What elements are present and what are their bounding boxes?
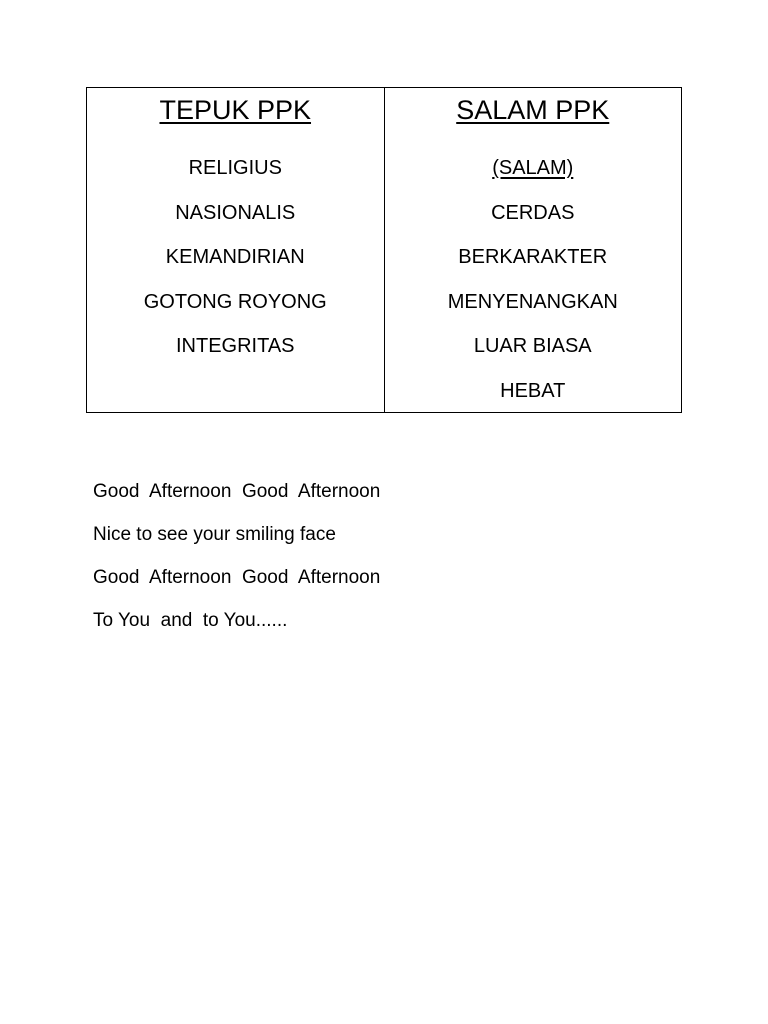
salam-ppk-title: SALAM PPK xyxy=(456,95,610,125)
song-line: Nice to see your smiling face xyxy=(93,524,336,545)
tepuk-item: KEMANDIRIAN xyxy=(165,246,305,268)
song-line: Good Afternoon Good Afternoon xyxy=(93,567,381,588)
salam-item: CERDAS xyxy=(491,201,575,224)
tepuk-item: INTEGRITAS xyxy=(175,335,295,357)
salam-item: BERKARAKTER xyxy=(458,246,608,268)
salam-item: LUAR BIASA xyxy=(473,335,592,357)
salam-ppk-list xyxy=(385,146,682,413)
ppk-table xyxy=(86,87,682,413)
salam-item: (SALAM) xyxy=(492,157,574,179)
tepuk-item: NASIONALIS xyxy=(175,201,296,224)
tepuk-item: GOTONG ROYONG xyxy=(143,290,327,313)
salam-item: HEBAT xyxy=(500,379,566,402)
tepuk-ppk-list xyxy=(87,146,384,369)
song-lyrics xyxy=(93,470,380,642)
song-line: Good Afternoon Good Afternoon xyxy=(93,481,381,502)
salam-ppk-column xyxy=(385,88,682,412)
tepuk-item: RELIGIUS xyxy=(188,157,282,179)
tepuk-ppk-column xyxy=(87,88,385,412)
tepuk-ppk-title: TEPUK PPK xyxy=(159,95,312,125)
salam-item: MENYENANGKAN xyxy=(447,290,618,313)
song-line: To You and to You...... xyxy=(93,610,288,631)
